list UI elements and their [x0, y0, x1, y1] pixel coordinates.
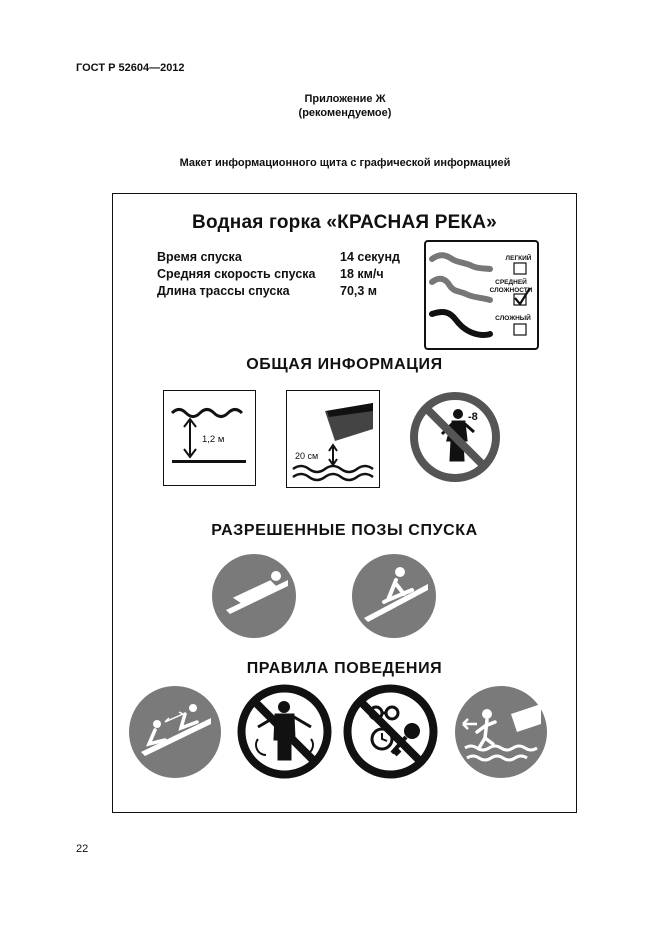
- param-value-speed: 18 км/ч: [340, 267, 384, 281]
- person-head-icon: [278, 701, 290, 713]
- person-head-icon: [482, 709, 492, 719]
- difficulty-label-medium-line1: СРЕДНЕЙ: [495, 279, 527, 286]
- key-icon: [404, 723, 420, 739]
- depth-value: 1,2 м: [202, 434, 225, 445]
- depth-sign: [163, 390, 256, 486]
- param-name-speed: Средняя скорость спуска: [157, 267, 316, 281]
- appendix-heading: [0, 92, 661, 120]
- pose-lying-sign: [212, 554, 296, 638]
- child-head-icon: [453, 409, 463, 419]
- checkbox-hard: [514, 324, 526, 335]
- rule-keep-distance-sign: [129, 686, 221, 778]
- difficulty-label-easy: ЛЕГКИЙ: [505, 255, 532, 262]
- appendix-note: (рекомендуемое): [298, 107, 392, 119]
- height-arrow-icon: [329, 445, 337, 465]
- section-allowed-poses: РАЗРЕШЕННЫЕ ПОЗЫ СПУСКА: [211, 522, 478, 539]
- wave-line-icon: [172, 410, 242, 417]
- param-name-length: Длина трассы спуска: [157, 284, 290, 298]
- param-value-length: 70,3 м: [340, 284, 378, 298]
- difficulty-label-medium: [486, 279, 536, 294]
- rule-leave-exit-zone-sign: [455, 686, 547, 778]
- rider-head-icon: [271, 571, 281, 581]
- pool-bottom-line: [172, 460, 246, 463]
- param-value-time: 14 секунд: [340, 250, 400, 264]
- rule-no-group-sign: [236, 683, 333, 780]
- checkbox-easy: [514, 263, 526, 274]
- age-limit-value: -8: [468, 411, 478, 423]
- param-name-time: Время спуска: [157, 250, 242, 264]
- rule-no-objects-sign: [342, 683, 439, 780]
- difficulty-label-medium-line2: СЛОЖНОСТИ: [489, 286, 533, 294]
- difficulty-label-hard: СЛОЖНЫЙ: [495, 315, 531, 322]
- rider-head-icon: [189, 704, 197, 712]
- page-number: 22: [76, 843, 89, 855]
- board-title: Водная горка «КРАСНАЯ РЕКА»: [192, 212, 497, 233]
- pose-sitting-sign: [352, 554, 436, 638]
- rider-head-icon: [395, 567, 405, 577]
- section-behavior-rules: ПРАВИЛА ПОВЕДЕНИЯ: [246, 660, 443, 677]
- rider-head-icon: [153, 720, 161, 728]
- exit-height-sign: [286, 390, 380, 488]
- exit-height-value: 20 см: [295, 451, 319, 461]
- document-code: ГОСТ Р 52604—2012: [76, 62, 185, 74]
- section-general-info: ОБЩАЯ ИНФОРМАЦИЯ: [246, 356, 443, 373]
- water-waves-icon: [293, 466, 373, 480]
- difficulty-panel: [424, 240, 539, 350]
- easy-slope-icon: [432, 255, 490, 269]
- medium-slope-icon: [432, 279, 490, 300]
- hard-slope-icon: [432, 312, 490, 335]
- depth-arrow-icon: [184, 419, 196, 457]
- figure-caption: Макет информационного щита с графической информацией: [179, 157, 511, 169]
- appendix-title: Приложение Ж: [304, 93, 386, 105]
- age-restriction-sign: [408, 390, 502, 484]
